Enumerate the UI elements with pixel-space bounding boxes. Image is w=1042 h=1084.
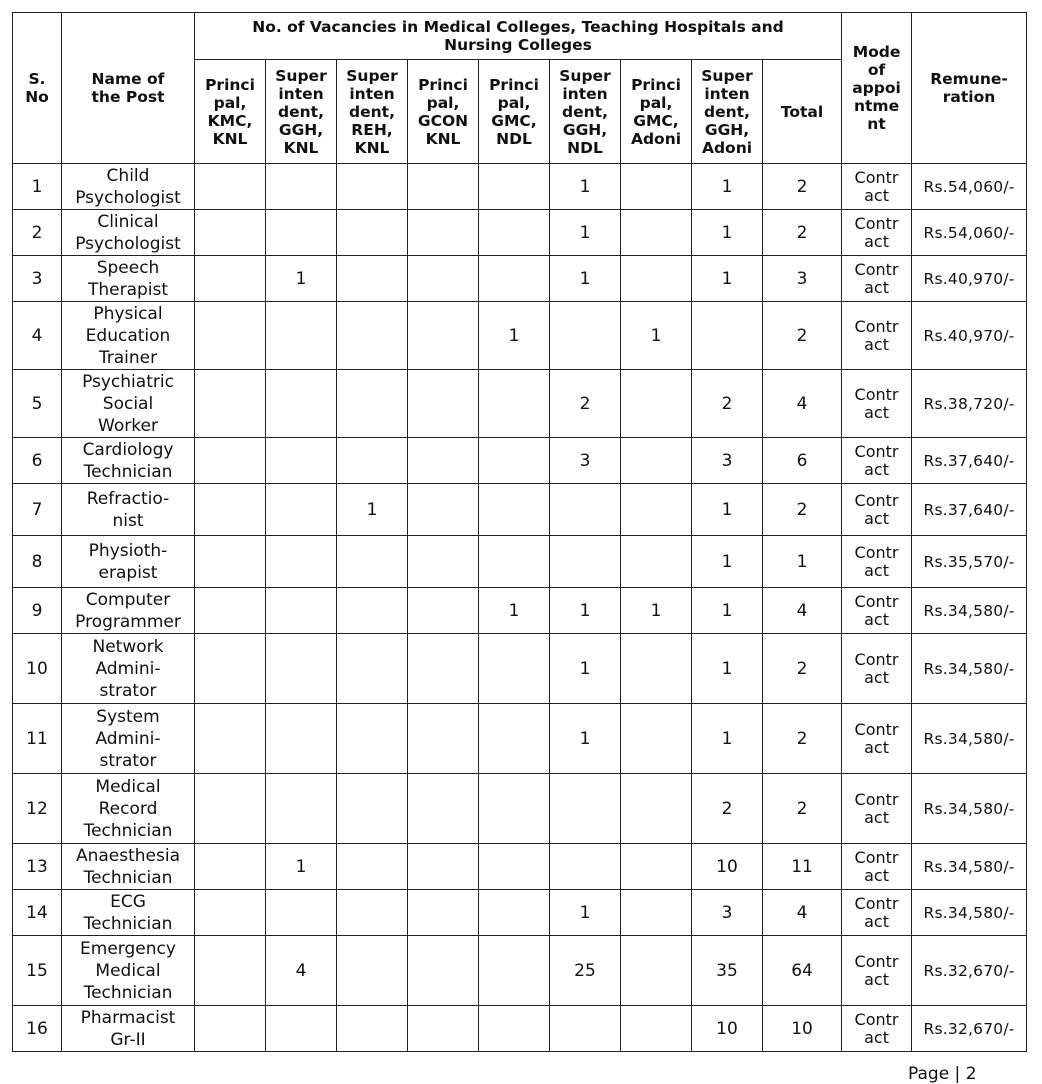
row-vacancy-cell: 2: [550, 370, 621, 438]
row-post-name: Pharmacist Gr-II: [62, 1006, 195, 1052]
row-vacancy-cell: [479, 438, 550, 484]
row-mode: Contr act: [842, 704, 912, 774]
row-remuneration: Rs.32,670/-: [912, 1006, 1027, 1052]
table-row: [13, 302, 1027, 370]
row-vacancy-cell: [337, 536, 408, 588]
row-vacancy-cell: [479, 210, 550, 256]
row-vacancy-cell: [337, 210, 408, 256]
table-row: [13, 936, 1027, 1006]
row-sno: 4: [13, 302, 62, 370]
row-mode: Contr act: [842, 484, 912, 536]
row-remuneration: Rs.37,640/-: [912, 438, 1027, 484]
row-vacancy-cell: 1: [692, 484, 763, 536]
header-post-name: Name of the Post: [62, 13, 195, 164]
row-remuneration: Rs.40,970/-: [912, 302, 1027, 370]
row-vacancy-cell: [408, 774, 479, 844]
row-vacancy-cell: 2: [692, 370, 763, 438]
row-mode: Contr act: [842, 634, 912, 704]
row-vacancy-cell: [195, 484, 266, 536]
row-vacancy-cell: [550, 1006, 621, 1052]
row-vacancy-cell: [408, 890, 479, 936]
row-total: 4: [763, 890, 842, 936]
row-vacancy-cell: [337, 890, 408, 936]
row-vacancy-cell: [337, 438, 408, 484]
row-vacancy-cell: [195, 588, 266, 634]
table-row: [13, 536, 1027, 588]
page-number: Page | 2: [908, 1064, 977, 1084]
row-vacancy-cell: [479, 774, 550, 844]
row-remuneration: Rs.32,670/-: [912, 936, 1027, 1006]
row-vacancy-cell: 1: [692, 536, 763, 588]
row-vacancy-cell: [195, 634, 266, 704]
table-row: [13, 438, 1027, 484]
row-vacancy-cell: 1: [337, 484, 408, 536]
row-vacancy-cell: [408, 164, 479, 210]
row-vacancy-cell: [479, 370, 550, 438]
row-remuneration: Rs.34,580/-: [912, 634, 1027, 704]
row-post-name: Physical Education Trainer: [62, 302, 195, 370]
row-remuneration: Rs.35,570/-: [912, 536, 1027, 588]
table-row: [13, 588, 1027, 634]
row-vacancy-cell: [408, 844, 479, 890]
row-total: 11: [763, 844, 842, 890]
row-vacancy-cell: [266, 302, 337, 370]
table-row: [13, 1006, 1027, 1052]
row-vacancy-cell: [337, 704, 408, 774]
row-mode: Contr act: [842, 588, 912, 634]
row-vacancy-cell: [195, 844, 266, 890]
row-vacancy-cell: 10: [692, 1006, 763, 1052]
row-remuneration: Rs.34,580/-: [912, 704, 1027, 774]
row-post-name: Child Psychologist: [62, 164, 195, 210]
row-vacancy-cell: [621, 484, 692, 536]
row-vacancy-cell: [479, 536, 550, 588]
row-vacancy-cell: [621, 536, 692, 588]
row-vacancy-cell: [479, 164, 550, 210]
row-vacancy-cell: 1: [692, 704, 763, 774]
row-post-name: Speech Therapist: [62, 256, 195, 302]
row-total: 3: [763, 256, 842, 302]
row-vacancy-cell: [337, 936, 408, 1006]
row-vacancy-cell: [266, 588, 337, 634]
row-vacancy-cell: [479, 890, 550, 936]
row-vacancy-cell: [337, 1006, 408, 1052]
vacancies-table: [12, 12, 1027, 1052]
row-vacancy-cell: [195, 774, 266, 844]
row-vacancy-cell: [479, 936, 550, 1006]
row-total: 2: [763, 634, 842, 704]
row-post-name: Clinical Psychologist: [62, 210, 195, 256]
row-vacancy-cell: [621, 774, 692, 844]
row-vacancy-cell: 1: [692, 164, 763, 210]
row-vacancy-cell: [621, 210, 692, 256]
row-vacancy-cell: 1: [266, 256, 337, 302]
row-vacancy-cell: 1: [550, 588, 621, 634]
row-mode: Contr act: [842, 890, 912, 936]
row-total: 2: [763, 774, 842, 844]
row-vacancy-cell: [195, 164, 266, 210]
row-total: 2: [763, 704, 842, 774]
row-vacancy-cell: [337, 256, 408, 302]
row-vacancy-cell: [195, 1006, 266, 1052]
row-sno: 15: [13, 936, 62, 1006]
row-remuneration: Rs.34,580/-: [912, 890, 1027, 936]
header-col-5: Princi pal, GMC, NDL: [479, 60, 550, 164]
row-vacancy-cell: 1: [692, 588, 763, 634]
header-col-2: Super inten dent, GGH, KNL: [266, 60, 337, 164]
row-vacancy-cell: [266, 704, 337, 774]
row-vacancy-cell: 3: [550, 438, 621, 484]
row-vacancy-cell: 1: [550, 634, 621, 704]
row-vacancy-cell: 1: [479, 588, 550, 634]
row-sno: 7: [13, 484, 62, 536]
header-vacancies-group: No. of Vacancies in Medical Colleges, Teaching Hospitals and Nursing Colleges: [195, 13, 842, 60]
row-post-name: System Admini- strator: [62, 704, 195, 774]
row-remuneration: Rs.40,970/-: [912, 256, 1027, 302]
row-vacancy-cell: [337, 370, 408, 438]
row-vacancy-cell: [337, 844, 408, 890]
row-total: 2: [763, 210, 842, 256]
row-vacancy-cell: 1: [479, 302, 550, 370]
row-vacancy-cell: 3: [692, 438, 763, 484]
row-total: 4: [763, 370, 842, 438]
row-vacancy-cell: [408, 210, 479, 256]
row-total: 6: [763, 438, 842, 484]
row-vacancy-cell: [621, 164, 692, 210]
row-vacancy-cell: [479, 844, 550, 890]
row-vacancy-cell: [479, 1006, 550, 1052]
row-vacancy-cell: [408, 438, 479, 484]
table-row: [13, 370, 1027, 438]
table-row: [13, 484, 1027, 536]
row-total: 2: [763, 484, 842, 536]
row-vacancy-cell: 1: [692, 634, 763, 704]
header-col-3: Super inten dent, REH, KNL: [337, 60, 408, 164]
row-vacancy-cell: [550, 844, 621, 890]
row-vacancy-cell: [266, 890, 337, 936]
header-col-1: Princi pal, KMC, KNL: [195, 60, 266, 164]
row-sno: 8: [13, 536, 62, 588]
row-total: 2: [763, 302, 842, 370]
row-vacancy-cell: [621, 844, 692, 890]
row-vacancy-cell: [408, 588, 479, 634]
row-sno: 6: [13, 438, 62, 484]
row-vacancy-cell: 3: [692, 890, 763, 936]
row-vacancy-cell: [337, 588, 408, 634]
row-vacancy-cell: [408, 936, 479, 1006]
row-vacancy-cell: 35: [692, 936, 763, 1006]
row-vacancy-cell: [550, 302, 621, 370]
row-total: 4: [763, 588, 842, 634]
row-vacancy-cell: [337, 302, 408, 370]
row-vacancy-cell: 1: [266, 844, 337, 890]
table-row: [13, 704, 1027, 774]
row-vacancy-cell: [266, 210, 337, 256]
row-sno: 9: [13, 588, 62, 634]
row-vacancy-cell: 25: [550, 936, 621, 1006]
header-col-8: Super inten dent, GGH, Adoni: [692, 60, 763, 164]
row-vacancy-cell: [195, 256, 266, 302]
row-post-name: Computer Programmer: [62, 588, 195, 634]
row-vacancy-cell: [195, 704, 266, 774]
row-vacancy-cell: [266, 536, 337, 588]
table-row: [13, 774, 1027, 844]
header-total: Total: [763, 60, 842, 164]
row-remuneration: Rs.54,060/-: [912, 164, 1027, 210]
row-vacancy-cell: [266, 370, 337, 438]
row-vacancy-cell: [195, 890, 266, 936]
row-total: 1: [763, 536, 842, 588]
header-col-6: Super inten dent, GGH, NDL: [550, 60, 621, 164]
row-vacancy-cell: [408, 704, 479, 774]
row-vacancy-cell: 1: [621, 588, 692, 634]
row-vacancy-cell: [337, 774, 408, 844]
table-row: [13, 210, 1027, 256]
row-vacancy-cell: [195, 536, 266, 588]
row-vacancy-cell: [195, 370, 266, 438]
row-vacancy-cell: [408, 536, 479, 588]
row-sno: 11: [13, 704, 62, 774]
row-vacancy-cell: [479, 634, 550, 704]
row-vacancy-cell: [266, 484, 337, 536]
row-vacancy-cell: 10: [692, 844, 763, 890]
row-vacancy-cell: [621, 890, 692, 936]
row-vacancy-cell: [621, 704, 692, 774]
row-vacancy-cell: [266, 634, 337, 704]
row-mode: Contr act: [842, 1006, 912, 1052]
row-sno: 13: [13, 844, 62, 890]
row-post-name: Emergency Medical Technician: [62, 936, 195, 1006]
row-sno: 10: [13, 634, 62, 704]
row-remuneration: Rs.54,060/-: [912, 210, 1027, 256]
row-vacancy-cell: 1: [692, 210, 763, 256]
row-vacancy-cell: 1: [550, 164, 621, 210]
table-row: [13, 256, 1027, 302]
row-vacancy-cell: 1: [621, 302, 692, 370]
row-vacancy-cell: [408, 634, 479, 704]
row-vacancy-cell: [266, 438, 337, 484]
row-mode: Contr act: [842, 774, 912, 844]
row-remuneration: Rs.34,580/-: [912, 844, 1027, 890]
row-mode: Contr act: [842, 370, 912, 438]
header-mode: Mode of appoi ntme nt: [842, 13, 912, 164]
row-vacancy-cell: [621, 936, 692, 1006]
row-vacancy-cell: 1: [550, 210, 621, 256]
row-vacancy-cell: [621, 634, 692, 704]
row-vacancy-cell: [621, 438, 692, 484]
row-vacancy-cell: [621, 370, 692, 438]
row-mode: Contr act: [842, 536, 912, 588]
row-vacancy-cell: 1: [550, 704, 621, 774]
row-post-name: Refractio- nist: [62, 484, 195, 536]
row-vacancy-cell: [408, 1006, 479, 1052]
row-mode: Contr act: [842, 438, 912, 484]
table-row: [13, 890, 1027, 936]
row-sno: 14: [13, 890, 62, 936]
row-remuneration: Rs.38,720/-: [912, 370, 1027, 438]
row-vacancy-cell: [621, 256, 692, 302]
row-sno: 5: [13, 370, 62, 438]
row-total: 64: [763, 936, 842, 1006]
header-sno: S. No: [13, 13, 62, 164]
row-vacancy-cell: [195, 438, 266, 484]
row-post-name: Medical Record Technician: [62, 774, 195, 844]
row-vacancy-cell: [266, 1006, 337, 1052]
row-vacancy-cell: [195, 210, 266, 256]
table-row: [13, 634, 1027, 704]
row-vacancy-cell: [195, 936, 266, 1006]
row-vacancy-cell: [408, 484, 479, 536]
row-vacancy-cell: [479, 256, 550, 302]
row-mode: Contr act: [842, 844, 912, 890]
row-vacancy-cell: [408, 370, 479, 438]
row-sno: 12: [13, 774, 62, 844]
row-vacancy-cell: [266, 164, 337, 210]
row-post-name: Anaesthesia Technician: [62, 844, 195, 890]
row-post-name: Cardiology Technician: [62, 438, 195, 484]
row-total: 2: [763, 164, 842, 210]
row-vacancy-cell: [479, 484, 550, 536]
row-mode: Contr act: [842, 164, 912, 210]
row-post-name: Physioth- erapist: [62, 536, 195, 588]
row-mode: Contr act: [842, 302, 912, 370]
row-vacancy-cell: 1: [550, 256, 621, 302]
row-vacancy-cell: [479, 704, 550, 774]
row-total: 10: [763, 1006, 842, 1052]
row-sno: 16: [13, 1006, 62, 1052]
row-vacancy-cell: [266, 774, 337, 844]
header-col-4: Princi pal, GCON KNL: [408, 60, 479, 164]
header-remuneration: Remune- ration: [912, 13, 1027, 164]
row-vacancy-cell: 4: [266, 936, 337, 1006]
row-remuneration: Rs.34,580/-: [912, 588, 1027, 634]
row-vacancy-cell: [550, 484, 621, 536]
row-vacancy-cell: [408, 302, 479, 370]
row-post-name: ECG Technician: [62, 890, 195, 936]
row-sno: 1: [13, 164, 62, 210]
row-post-name: Psychiatric Social Worker: [62, 370, 195, 438]
row-sno: 3: [13, 256, 62, 302]
row-vacancy-cell: 1: [550, 890, 621, 936]
row-vacancy-cell: [621, 1006, 692, 1052]
row-vacancy-cell: [337, 634, 408, 704]
row-mode: Contr act: [842, 936, 912, 1006]
row-vacancy-cell: [337, 164, 408, 210]
row-mode: Contr act: [842, 256, 912, 302]
row-post-name: Network Admini- strator: [62, 634, 195, 704]
row-vacancy-cell: 1: [692, 256, 763, 302]
row-mode: Contr act: [842, 210, 912, 256]
table-row: [13, 164, 1027, 210]
header-col-7: Princi pal, GMC, Adoni: [621, 60, 692, 164]
row-remuneration: Rs.34,580/-: [912, 774, 1027, 844]
row-vacancy-cell: [692, 302, 763, 370]
row-vacancy-cell: [550, 774, 621, 844]
row-vacancy-cell: [408, 256, 479, 302]
row-remuneration: Rs.37,640/-: [912, 484, 1027, 536]
table-row: [13, 844, 1027, 890]
row-vacancy-cell: [195, 302, 266, 370]
row-sno: 2: [13, 210, 62, 256]
row-vacancy-cell: 2: [692, 774, 763, 844]
row-vacancy-cell: [550, 536, 621, 588]
